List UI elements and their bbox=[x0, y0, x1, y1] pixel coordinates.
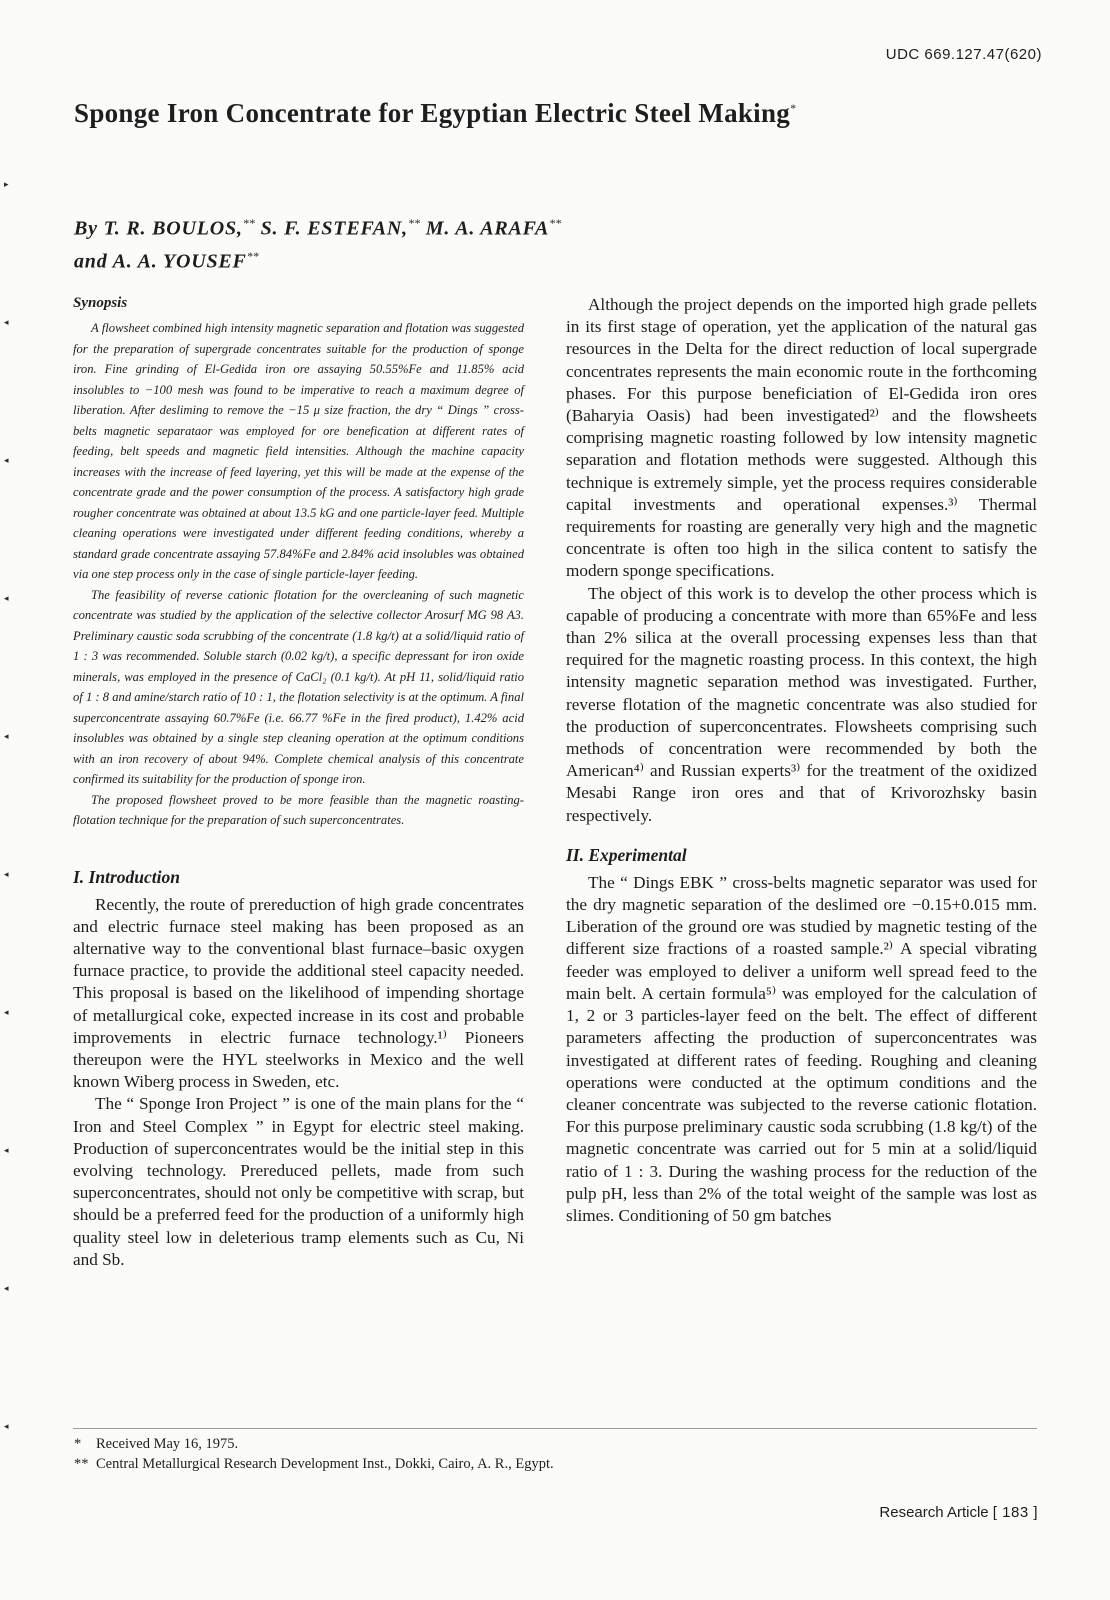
footnotes bbox=[74, 1434, 974, 1474]
footer-label: Research Article bbox=[879, 1504, 989, 1521]
author-line-1 bbox=[74, 210, 561, 243]
introduction-heading: I. Introduction bbox=[73, 866, 180, 887]
footnote-received bbox=[74, 1434, 974, 1454]
margin-arrow-icon: ◂ bbox=[4, 1146, 9, 1156]
synopsis-paragraph-2: The feasibility of reverse cationic flotation for the overcleaning of such magnetic concentrate was studied by the application of the selective collector Arosurf MG 98 A3. Preliminary caustic soda scrubbing of the concentrate (1.8 kg/t) at a solid/liquid ratio of 1 : 3 was recommended. Soluble starch (0.02 kg/t), a specific depressant for iron oxide minerals, was employed in the presence of CaCl₂ (0.1 kg/t). At pH 11, solid/liquid ratio of 1 : 8 and amine/starch ratio of 10 : 1, the flotation selectivity is at the optimum. A final superconcentrate assaying 60.7%Fe (i.e. 66.77 %Fe in the fired product), 1.42% acid insolubles was obtained by a single step cleaning operation at the optimum conditions with an iron recovery of about 94%. Complete chemical analysis of this concentrate confirmed its suitability for the production of sponge iron. bbox=[73, 587, 524, 786]
margin-arrow-icon: ◂ bbox=[4, 456, 9, 466]
author-list bbox=[74, 210, 561, 275]
author-arafa: M. A. ARAFA bbox=[425, 217, 550, 240]
footnote-divider bbox=[73, 1428, 1037, 1429]
right-paragraph-1: Although the project depends on the imported high grade pellets in its first stage of operation, yet the application of the natural gas resources in the Delta for the direct reduction of local supergrade concentrates represents the main economic route in the forthcoming phases. For this purpose beneficiation of El-Gedida iron ores (Baharyia Oasis) had been investigated²⁾ and the flowsheets comprising magnetic roasting followed by low intensity magnetic separation and flotation methods were suggested. Although this technique is extremely simple, yet the process requires considerable capital investments and operational expenses.³⁾ Thermal requirements for roasting are generally very high and the magnetic concentrate is often too high in the silica content to satisfy the modern sponge specifications. bbox=[566, 295, 1037, 581]
author-mark: ** bbox=[549, 216, 562, 230]
introduction-paragraph-2: The “ Sponge Iron Project ” is one of the main plans for the “ Iron and Steel Complex ” in Egypt for electric steel making. Production of superconcentrates would be the initial step in this evolving technology. Prereduced pellets, made from such superconcentrates, should not only be competitive with scrap, but should be a preferred feed for the production of a uniformly high quality steel low in deleterious tramp elements such as Cu, Ni and Sb. bbox=[73, 1094, 524, 1269]
author-boulos: By T. R. BOULOS, bbox=[74, 217, 243, 240]
author-line-2 bbox=[74, 243, 561, 276]
udc-code: UDC 669.127.47(620) bbox=[885, 46, 1042, 63]
author-mark: ** bbox=[407, 216, 420, 230]
page-number: [ 183 ] bbox=[992, 1504, 1038, 1521]
page-footer bbox=[879, 1504, 1038, 1521]
footnote-text: Central Metallurgical Research Development Inst., Dokki, Cairo, A. R., Egypt. bbox=[96, 1456, 554, 1472]
margin-arrow-icon: ▸ bbox=[4, 180, 9, 190]
experimental-heading: II. Experimental bbox=[566, 844, 687, 865]
margin-arrow-icon: ◂ bbox=[4, 318, 9, 328]
introduction-section bbox=[73, 867, 524, 1271]
author-mark: ** bbox=[242, 216, 255, 230]
margin-arrow-icon: ◂ bbox=[4, 732, 9, 742]
margin-arrow-icon: ◂ bbox=[4, 870, 9, 880]
footnote-mark: * bbox=[74, 1436, 82, 1452]
margin-arrow-icon: ◂ bbox=[4, 1284, 9, 1294]
margin-arrow-icon: ◂ bbox=[4, 1422, 9, 1432]
author-mark: ** bbox=[246, 248, 259, 263]
synopsis-heading: Synopsis bbox=[73, 295, 128, 311]
right-paragraph-2: The object of this work is to develop the other process which is capable of producing a concentrate with more than 65%Fe and less than 2% silica at the overall processing expenses less than that required for the magnetic roasting process. In this context, the high intensity magnetic separation method was investigated. Further, reverse flotation of the magnetic concentrate was also studied for the production of superconcentrates. Flowsheets comprising such methods of concentration were recommended by both the American⁴⁾ and Russian experts³⁾ for the treatment of the oxidized Mesabi Range iron ores and that of Krivorozhsky basin respectively. bbox=[566, 583, 1037, 825]
article-title bbox=[74, 98, 796, 129]
left-column bbox=[73, 295, 524, 1271]
margin-arrow-icon: ◂ bbox=[4, 594, 9, 604]
synopsis-paragraph-3: The proposed flowsheet proved to be more feasible than the magnetic roasting-flotation technique for the preparation of such superconcentrates. bbox=[73, 792, 524, 827]
footnote-text: Received May 16, 1975. bbox=[96, 1436, 239, 1452]
footnote-affiliation bbox=[74, 1454, 974, 1474]
author-estefan: S. F. ESTEFAN, bbox=[260, 217, 408, 240]
right-column bbox=[566, 294, 1037, 1227]
article-title-text: Sponge Iron Concentrate for Egyptian Electric Steel Making bbox=[74, 98, 791, 128]
author-yousef: and A. A. YOUSEF bbox=[74, 250, 247, 273]
margin-arrow-icon: ◂ bbox=[4, 1008, 9, 1018]
experimental-paragraph-1: The “ Dings EBK ” cross-belts magnetic separator was used for the dry magnetic separation of the deslimed ore −0.15+0.015 mm. Liberation of the ground ore was studied by magnetic testing of the different size fractions of a roasted sample.²⁾ A special vibrating feeder was employed to deliver a uniform well spread feed to the main belt. A certain formula⁵⁾ was employed for the calculation of 1, 2 or 3 particles-layer feed on the belt. The effect of different parameters affecting the production of superconcentrates was investigated at different rates of feeding. Roughing and cleaning operations were conducted at the optimum conditions and the cleaner concentrate was subjected to the reverse cationic flotation. For this purpose preliminary caustic soda scrubbing (1.8 kg/t) of the magnetic concentrate was carried out for 5 min at a solid/liquid ratio of 1 : 3. During the washing process for the reduction of the pulp pH, less than 2% of the total weight of the sample was lost as slimes. Conditioning of 50 gm batches bbox=[566, 872, 1037, 1225]
synopsis-paragraph-1: A flowsheet combined high intensity magnetic separation and flotation was suggested for the preparation of supergrade concentrates suitable for the production of sponge iron. Fine grinding of El-Gedida iron ore assaying 50.55%Fe and 11.85% acid insolubles to −100 mesh was found to be imperative to reach a maximum degree of liberation. After desliming to remove the −15 μ size fraction, the dry “ Dings ” cross-belts magnetic separataor was employed for ore benefication at different rates of feeding, belt speeds and magnetic field intensities. Although the machine capacity increases with the increase of feed layering, yet this will be made at the expense of the concentrate grade and the power consumption of the process. A satisfactory high grade rougher concentrate was obtained at about 13.5 kG and one particle-layer feed. Multiple cleaning operations were investigated under different feeding conditions, whereby a standard grade concentrate assaying 57.84%Fe and 2.84% acid insolubles was obtained via one step process only in the case of single particle-layer feeding. bbox=[73, 321, 524, 581]
title-footnote-mark: * bbox=[790, 101, 797, 115]
synopsis-section bbox=[73, 295, 524, 831]
introduction-paragraph-1: Recently, the route of prereduction of high grade concentrates and electric furnace steel making has been proposed as an alternative way to the conventional blast furnace–basic oxygen furnace practice, to provide the additional steel capacity needed. This proposal is based on the likelihood of impending shortage of metallurgical coke, expected increase in its cost and probable improvements in electric furnace technology.¹⁾ Pioneers thereupon were the HYL steelworks in Mexico and the well known Wiberg process in Sweden, etc. bbox=[73, 894, 524, 1092]
footnote-mark: ** bbox=[74, 1456, 89, 1472]
